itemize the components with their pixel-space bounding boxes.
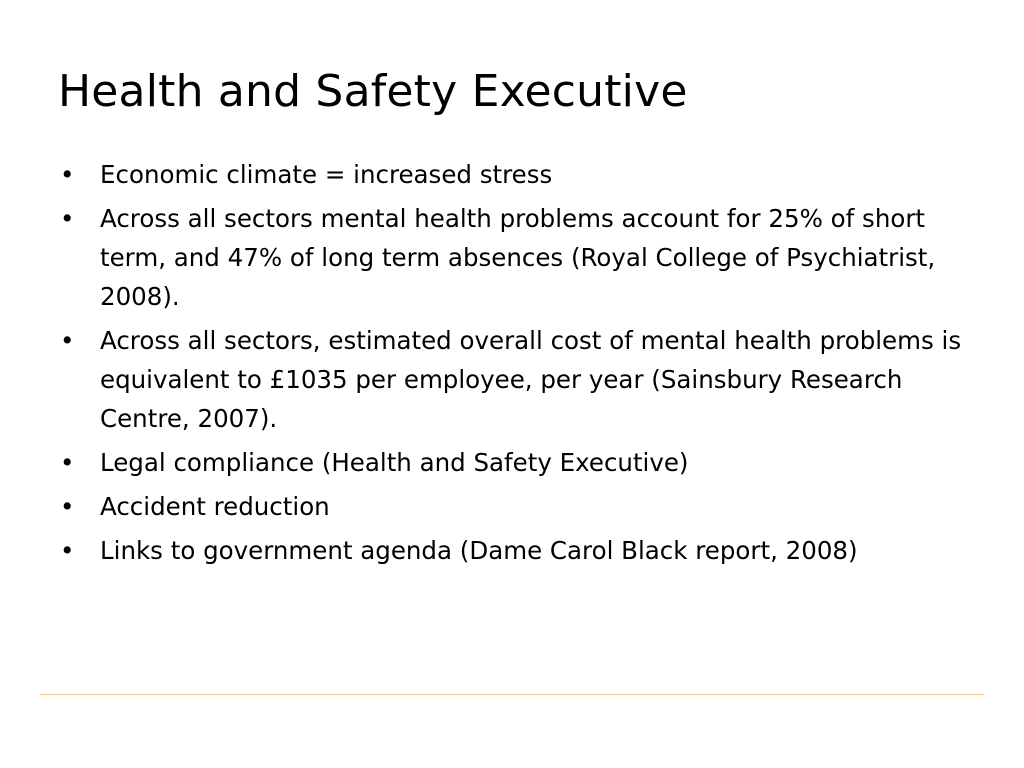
- bullet-icon: •: [60, 492, 75, 521]
- bullet-text: Legal compliance (Health and Safety Executive): [100, 448, 689, 477]
- slide-title: Health and Safety Executive: [58, 66, 688, 117]
- bullet-icon: •: [60, 204, 75, 233]
- footer-divider: [40, 694, 984, 695]
- bullet-text: Links to government agenda (Dame Carol Black report, 2008): [100, 536, 858, 565]
- bullet-text: Accident reduction: [100, 492, 330, 521]
- bullet-text: Economic climate = increased stress: [100, 160, 553, 189]
- bullet-list: [58, 155, 978, 575]
- bullet-item-legal-compliance: [58, 443, 978, 482]
- bullet-item-absences: [58, 199, 978, 316]
- bullet-item-cost: [58, 321, 978, 438]
- bullet-text: Across all sectors mental health problems account for 25% of short term, and 47% of long term absences (Royal College of Psychiatrist, 2008).: [100, 204, 936, 311]
- bullet-icon: •: [60, 536, 75, 565]
- bullet-item-accident-reduction: [58, 487, 978, 526]
- bullet-item-economic-climate: [58, 155, 978, 194]
- bullet-text: Across all sectors, estimated overall cost of mental health problems is equivalent to £1035 per employee, per year (Sainsbury Research Centre, 2007).: [100, 326, 962, 433]
- bullet-icon: •: [60, 448, 75, 477]
- bullet-icon: •: [60, 160, 75, 189]
- bullet-item-government-agenda: [58, 531, 978, 570]
- bullet-icon: •: [60, 326, 75, 355]
